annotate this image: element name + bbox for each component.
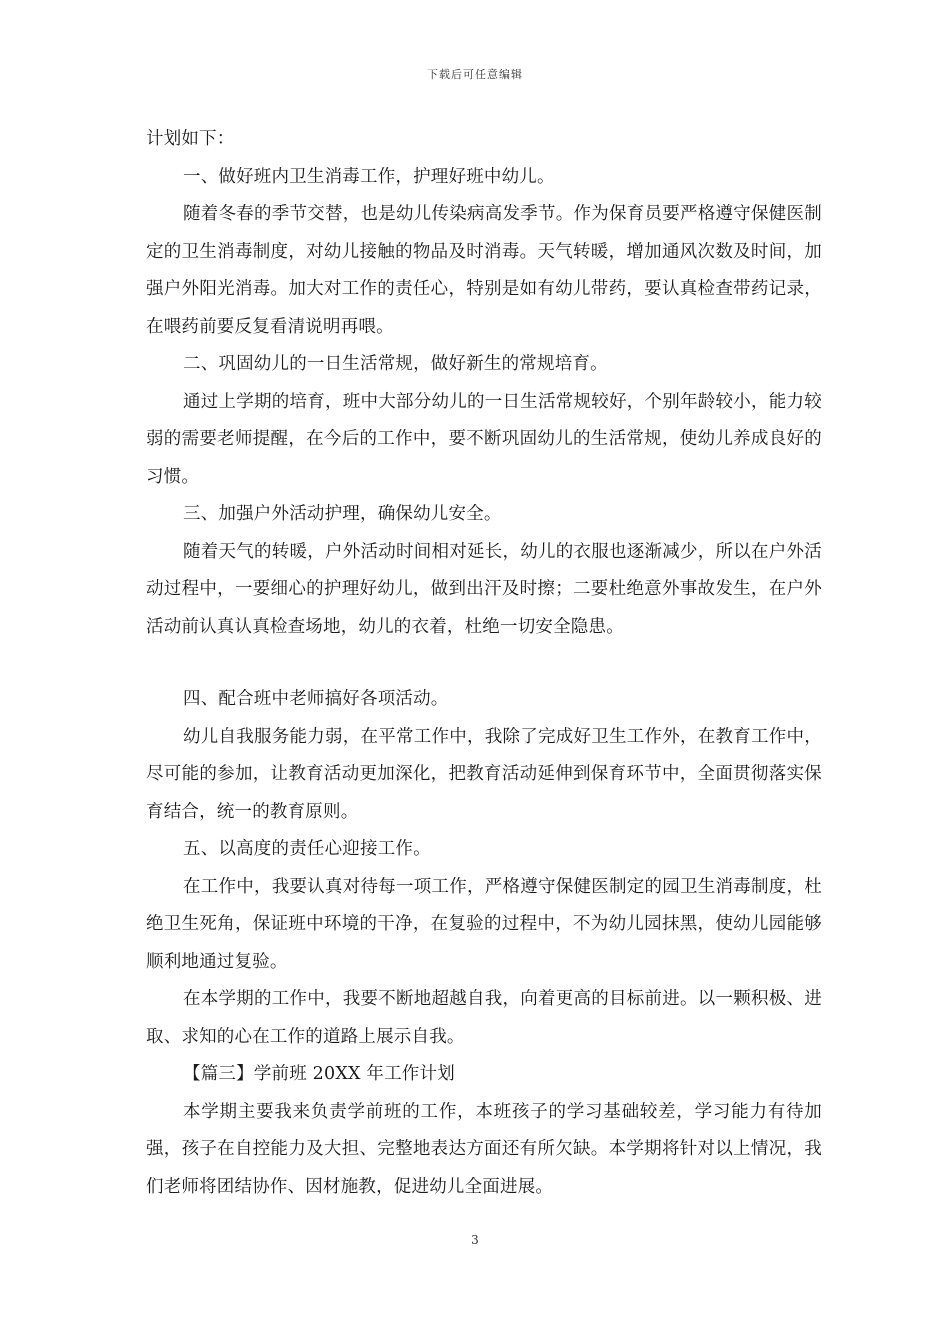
heading-section-5: 五、以高度的责任心迎接工作。 [183, 839, 431, 859]
document-body [146, 121, 822, 1206]
heading-part-3: 【篇三】学前班 20XX 年工作计划 [183, 1064, 455, 1084]
page-number: 3 [471, 1233, 479, 1247]
heading-section-2: 二、巩固幼儿的一日生活常规，做好新生的常规培育。 [183, 354, 608, 374]
heading-section-1: 一、做好班内卫生消毒工作，护理好班中幼儿。 [183, 166, 555, 187]
paragraph-part-3-intro: 本学期主要我来负责学前班的工作，本班孩子的学习基础较差，学习能力有待加强，孩子在自控能力及大担、完整地表达方面还有所欠缺。本学期将针对以上情况，我们老师将团结协作、因材施教，促进幼儿全面进展。 [146, 1101, 822, 1197]
paragraph-closing: 在本学期的工作中，我要不断地超越自我，向着更高的目标前进。以一颗积极、进取、求知的心在工作的道路上展示自我。 [146, 989, 822, 1047]
heading-section-4: 四、配合班中老师搞好各项活动。 [183, 689, 449, 709]
paragraph-section-2: 通过上学期的培育，班中大部分幼儿的一日生活常规较好，个别年龄较小，能力较弱的需要老师提醒，在今后的工作中，要不断巩固幼儿的生活常规，使幼儿养成良好的习惯。 [146, 391, 822, 487]
heading-section-3: 三、加强户外活动护理，确保幼儿安全。 [183, 504, 502, 524]
paragraph-section-5: 在工作中，我要认真对待每一项工作，严格遵守保健医制定的园卫生消毒制度，杜绝卫生死角，保证班中环境的干净，在复验的过程中，不为幼儿园抹黑，使幼儿园能够顺利地通过复验。 [146, 876, 822, 972]
blank-line [146, 646, 822, 681]
paragraph-section-1: 随着冬春的季节交替，也是幼儿传染病高发季节。作为保育员要严格遵守保健医制定的卫生消毒制度，对幼儿接触的物品及时消毒。天气转暖，增加通风次数及时间，加强户外阳光消毒。加大对工作的责任心，特别是如有幼儿带药，要认真检查带药记录，在喂药前要反复看清说明再喂。 [146, 204, 822, 337]
paragraph-section-4: 幼儿自我服务能力弱，在平常工作中，我除了完成好卫生工作外，在教育工作中，尽可能的参加，让教育活动更加深化，把教育活动延伸到保育环节中，全面贯彻落实保育结合，统一的教育原则。 [146, 726, 822, 822]
paragraph-plan-intro: 计划如下： [146, 129, 235, 149]
paragraph-section-3: 随着天气的转暖，户外活动时间相对延长，幼儿的衣服也逐渐减少，所以在户外活动过程中，一要细心的护理好幼儿，做到出汗及时擦；二要杜绝意外事故发生，在户外活动前认真认真检查场地，幼儿的衣着，杜绝一切安全隐患。 [146, 541, 822, 637]
page-header: 下载后可任意编辑 [427, 68, 523, 81]
